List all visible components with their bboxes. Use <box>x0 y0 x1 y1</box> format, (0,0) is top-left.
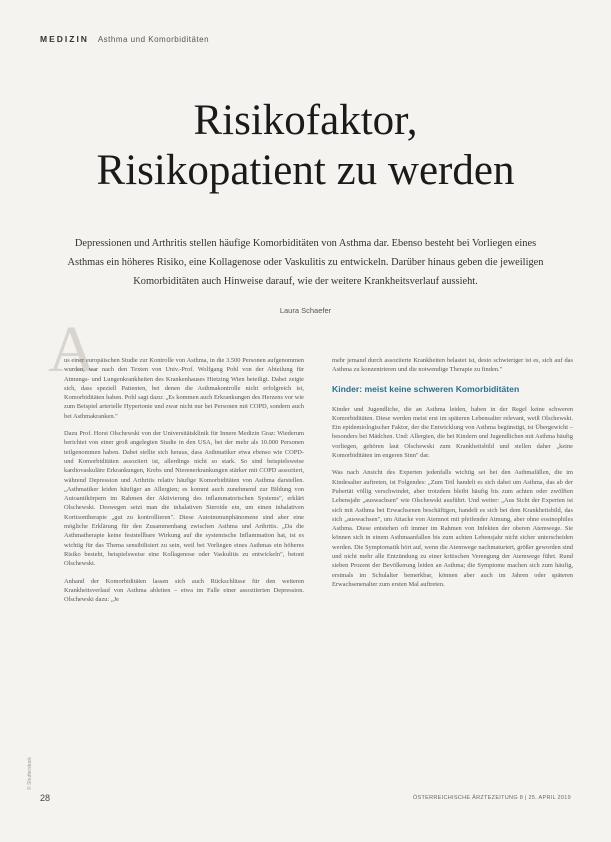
section-label: MEDIZIN <box>40 34 89 44</box>
paragraph: Kinder und Jugendliche, die an Asthma leiden, haben in der Regel keine schweren Komorbiditäten. Diese werden meist erst im späteren Lebensalter relevant, weiß Olschewski. Ein epidemiologischer Faktor, der die Entwicklung von Asthma begünstigt, ist Übergewicht – besonders bei Mädchen. Und: Allergien, die bei Kindern und Jugendlichen mit Asthma häufig vorliegen, gehören laut Olschewski zum Krankheitsbild und stellen daher „keine Komorbiditäten im engeren Sinn" dar. <box>332 405 573 460</box>
paragraph: Was nach Ansicht des Experten jedenfalls wichtig sei bei den Asthmafällen, die im Kindesalter auftreten, ist Folgendes: „Zum Teil handelt es sich dabei um Asthma, das ab der Pubertät völlig verschwindet, aber trotzdem bleibt häufig bis zum achten oder zwölften Lebensjahr „auswachsen" wie Olschewski ausführt. Und weiter: „Aus Sicht der Experten ist sich mit Asthma bei Erwachsenen beschäftigen, handelt es sich bei dem Krankheitsbild, das sich „auswachsen", um Attacke von Atemnot mit pfeifender Atmung, aber ohne eosinophiles Asthma. Diese entstehen oft immer im Rahmen von Infekten der oberen Atemwege. Sie können sich in einem Asthmaanfallen bis zum achten Lebensjahr nicht sicher unterscheiden werden. Die Symptomatik hört auf, wenn die Atemwege nachmaturiert, größer geworden sind und nicht mehr alle Entzündung zu einer kritischen Verengung der Atemwege führt. Rund sieben Prozent der Bevölkerung leiden an Asthma; die Symptome machen sich zum häufig, erstmals im Schulalter bemerkbar, können aber auch im Jahren oder späteren Erwachsenenalter zum ersten Mal auftreten. <box>332 469 573 588</box>
right-column <box>332 356 573 597</box>
paragraph: mehr jemand durch assoziierte Krankheiten belastet ist, desto schwieriger ist es, sich auf das Asthma zu konzentrieren und die notwendige Therapie zu finden." <box>332 357 573 374</box>
publication-footer: ÖSTERREICHISCHE ÄRZTEZEITUNG 8 | 25. APRIL 2019 <box>412 795 571 801</box>
photo-credit: © Shutterstock <box>27 757 33 790</box>
paragraph: Dazu Prof. Horst Olschewski von der Universitätsklinik für Innere Medizin Graz: Wiederum berichtet von einer groß angelegten Studie in den USA, bei der mehr als 10.000 Personen teilgenommen haben. Dabei stellte sich heraus, dass Asthmatiker etwa ebenso wie COPD- und Komorbiditäten assoziiert ist, allerdings nicht so stark. So sind beispielsweise kardiovaskuläre Erkrankungen, Krebs und Nierenerkrankungen stärker mit COPD assoziiert, während Depression und Arthritis relativ häufige Komorbiditäten von Asthma darstellen. „Asthmatiker leiden häufiger an Allergien; es kommt auch zunehmend zur Bildung von Autoantikörpern im Rahmen der Aktivierung des inflammatorischen Systems", erklärt Olschewski. Deswegen setzt man die inhalativen Steroide ein, um einen inhalativen Kortisontherapie „gut zu kontrollieren". Diese Autoimmunphänomene sind aber eine mögliche Erklärung für den Zusammenhang zwischen Asthma und Arthritis. „Da die Asthmatherapie keine feststellbare Wirkung auf die systemische Inflammation hat, ist es wichtig für das Thema sensibilisiert zu sein, weil bei Vorliegen eines Asthmas ein höheres Risiko besteht, beispielsweise eine Kollagenose oder Vaskulitis zu entwickeln", betont Olschewski. <box>64 430 304 568</box>
article-title <box>30 96 581 196</box>
author-byline: Laura Schaefer <box>279 306 332 315</box>
article-lead: Depressionen und Arthritis stellen häufige Komorbiditäten von Asthma dar. Ebenso besteht bei Vorliegen eines Asthmas ein höheres Risiko, eine Kollagenose oder Vaskulitis zu entwickeln. Darüber hinaus geben die jeweiligen Komorbiditäten auch Hinweise darauf, wie der weitere Krankheitsverlauf aussieht. <box>67 238 544 287</box>
page-number: 28 <box>40 793 51 803</box>
title-line-1: Risikofaktor, <box>193 97 418 144</box>
left-column <box>64 356 304 612</box>
topic-label: Asthma und Komorbiditäten <box>97 35 210 44</box>
title-line-2: Risikopatient zu werden <box>96 147 515 194</box>
paragraph: us einer europäischen Studie zur Kontrolle von Asthma, in die 3.500 Personen aufgenommen wurden, war nach den Texten von Univ.-Prof. Wolfgang Pohl von der Abteilung für Atmungs- und Lungenkrankheiten des Krankenhauses Hietzing Wien beteiligt. Dabei zeigte sich, dass speziell Patienten, bei denen die Asthmakontrolle nicht erfolgreich ist, Komorbiditäten haben. Pohl sagt dazu: „Es kommen auch Erkrankungen des Herzens vor wie zum Beispiel arterielle Hypertonie und zwar nicht nur bei Personen mit COPD, sondern auch bei Asthmakranken." <box>64 357 304 420</box>
drop-cap: A <box>48 313 96 386</box>
paragraph: Anhand der Komorbiditäten lassen sich auch Rückschlüsse für den weiteren Krankheitsverlauf von Asthma ableiten – etwa im Falle einer assoziierten Depression. Olschewski dazu: „Je <box>64 577 304 604</box>
page-header <box>40 34 209 44</box>
section-subheading: Kinder: meist keine schweren Komorbiditäten <box>332 383 520 394</box>
